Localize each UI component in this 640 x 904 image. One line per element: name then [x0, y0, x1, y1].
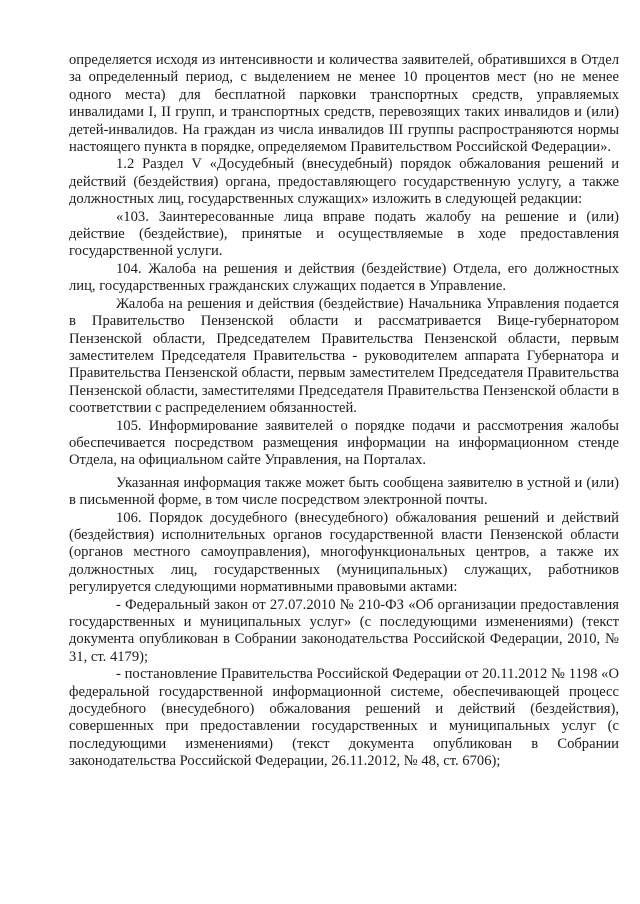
- paragraph-106: 106. Порядок досудебного (внесудебного) обжалования решений и действий (бездействия) исполнительных органов государственной власти Пензенской области (органов местного самоуправления), многофункциональных центров, а также их должностных лиц, государственных (муниципальных) служащих, работников регулируется следующими нормативными правовыми актами:: [69, 509, 619, 596]
- paragraph-1-2-section-v: 1.2 Раздел V «Досудебный (внесудебный) порядок обжалования решений и действий (бездействия) органа, предоставляющего государственную услугу, а также должностных лиц, государственных служащих» изложить в следующей редакции:: [69, 156, 619, 208]
- paragraph-parking-continuation: определяется исходя из интенсивности и количества заявителей, обратившихся в Отдел за определенный период, с выделением не менее 10 процентов мест (но не менее одного места) для бесплатной парковки транспортных средств, управляемых инвалидами I, II групп, и транспортных средств, перевозящих таких инвалидов и (или) детей-инвалидов. На граждан из числа инвалидов III группы распространяются нормы настоящего пункта в порядке, определяемом Правительством Российской Федерации».: [69, 52, 619, 156]
- paragraph-103: «103. Заинтересованные лица вправе подать жалобу на решение и (или) действие (бездействие), принятые и осуществляемые в ходе предоставления государственной услуги.: [69, 208, 619, 260]
- paragraph-decree-1198: - постановление Правительства Российской Федерации от 20.11.2012 № 1198 «О федеральной государственной информационной системе, обеспечивающей процесс досудебного (внесудебного) обжалования решений и действий (бездействия), совершенных при предоставлении государственных и муниципальных услуг (с последующими изменениями) (текст документа опубликован в Собрании законодательства Российской Федерации, 26.11.2012, № 48, ст. 6706);: [69, 666, 619, 770]
- paragraph-federal-law-210: - Федеральный закон от 27.07.2010 № 210-ФЗ «Об организации предоставления государственных и муниципальных услуг» (с последующими изменениями) (текст документа опубликован в Собрании законодательства Российской Федерации, 2010, № 31, ст. 4179);: [69, 596, 619, 665]
- document-page: [69, 52, 619, 771]
- paragraph-104: 104. Жалоба на решения и действия (бездействие) Отдела, его должностных лиц, государственных гражданских служащих подается в Управление.: [69, 260, 619, 295]
- paragraph-complaint-head: Жалоба на решения и действия (бездействие) Начальника Управления подается в Правительство Пензенской области и рассматривается Вице-губернатором Пензенской области, Председателем Правительства Пензенской области, первым заместителем Председателя Правительства - руководителем аппарата Губернатора и Правительства Пензенской области, первым заместителем Председателя Правительства Пензенской области, заместителями Председателя Правительства Пензенской области в соответствии с распределением обязанностей.: [69, 295, 619, 417]
- paragraph-105: 105. Информирование заявителей о порядке подачи и рассмотрения жалобы обеспечивается посредством размещения информации на информационном стенде Отдела, на официальном сайте Управления, на Порталах.: [69, 417, 619, 469]
- paragraph-info-oral: Указанная информация также может быть сообщена заявителю в устной и (или) в письменной форме, в том числе посредством электронной почты.: [69, 474, 619, 509]
